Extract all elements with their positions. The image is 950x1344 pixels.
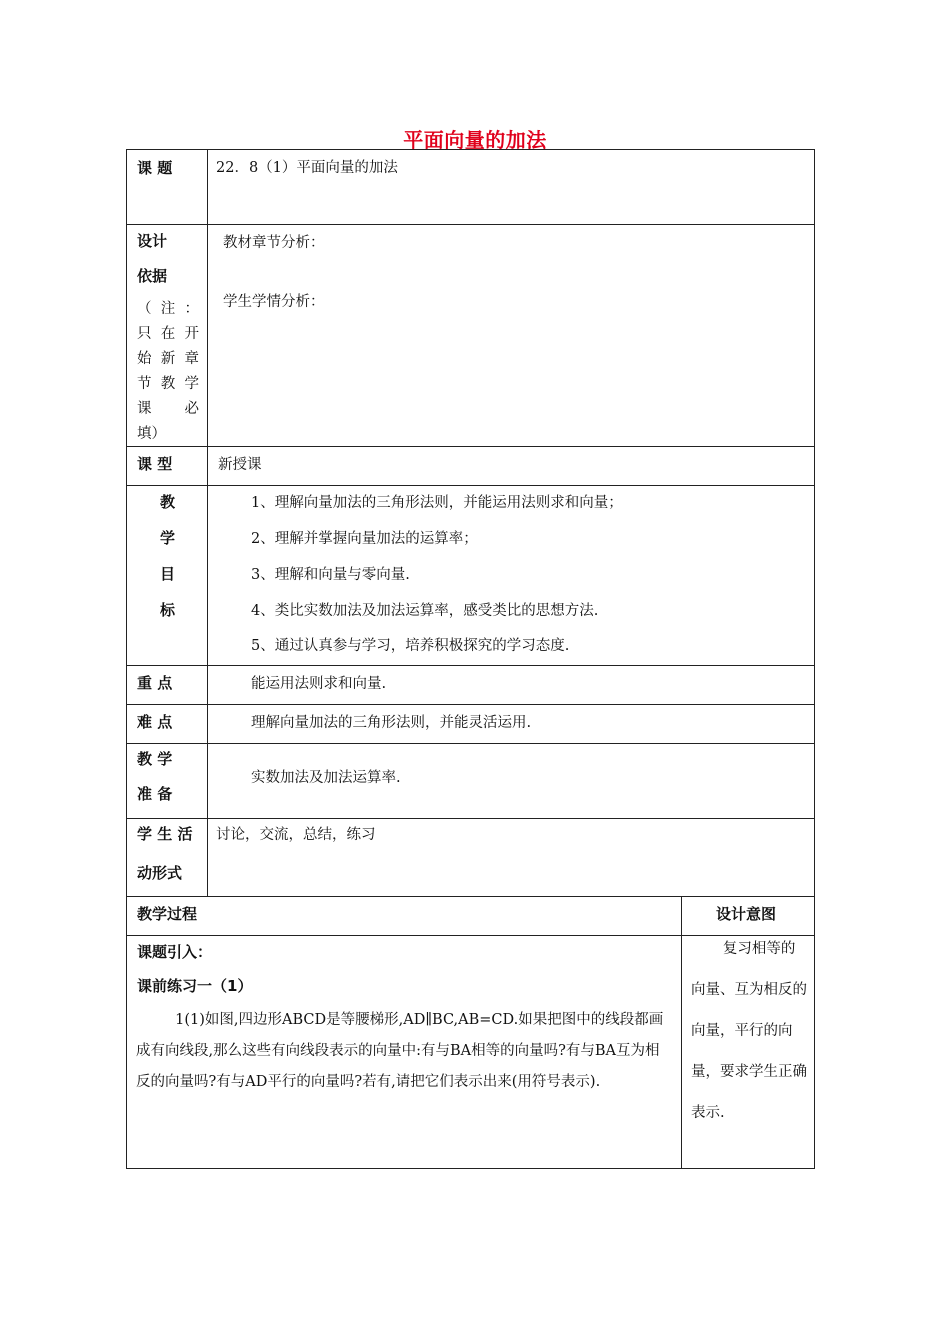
key-point-value-cell [208,666,814,704]
objectives-label-char: 目 [159,565,175,583]
activity-label-cell [127,819,208,896]
difficulty-label: 难 点 [137,713,173,731]
topic-row [126,149,815,224]
key-point-label-cell [127,666,208,704]
objectives-row [126,485,815,665]
objectives-label-char: 学 [159,529,175,547]
process-header-left: 教学过程 [137,905,198,923]
design-intent-cell [682,936,814,1168]
preparation-label-2: 准 备 [137,785,173,803]
difficulty-value: 理解向量加法的三角形法则，并能灵活运用. [251,715,532,731]
process-header-right: 设计意图 [716,905,777,923]
activity-value: 讨论，交流，总结，练习 [216,827,376,843]
lesson-type-label: 课 型 [137,455,173,473]
design-basis-label-1: 设计 [137,232,168,250]
difficulty-row [126,704,815,743]
lesson-type-label-cell [127,447,208,485]
exercise-label: 课前练习一（1） [137,977,253,995]
note-line: 只在开 [137,326,199,342]
design-basis-row [126,224,815,446]
preparation-label-cell [127,744,208,818]
process-content-cell [127,936,682,1168]
note-line: 节教学 [137,376,199,392]
exercise-text: 1(1)如图,四边形ABCD是等腰梯形,AD∥BC,AB=CD.如果把图中的线段都画成有向线段,那么这些有向线段表示的向量中:有与BA相等的向量吗?有与BA互为相反的向量吗?有与AD平行的向量吗?若有,请把它们表示出来(用符号表示). [136,1012,664,1090]
key-point-value: 能运用法则求和向量. [251,676,387,692]
textbook-analysis: 教材章节分析： [223,235,325,251]
objectives-label-char: 教 [159,493,175,511]
note-line: （注： [137,301,199,317]
key-point-label: 重 点 [137,674,173,692]
objectives-label-char: 标 [159,601,175,619]
lesson-type-value: 新授课 [218,457,262,473]
difficulty-value-cell [208,705,814,743]
preparation-value-cell [208,744,814,818]
difficulty-label-cell [127,705,208,743]
page-title: 平面向量的加法 [403,128,547,152]
objectives-label-cell [127,486,208,665]
topic-value-cell [208,150,814,224]
note-line: 始新章 [137,351,199,367]
objectives-list [208,486,814,665]
note-line: 课 必 [137,401,199,417]
process-content-row [126,935,815,1169]
activity-label-2: 动形式 [137,864,183,882]
topic-label-cell [127,150,208,224]
activity-value-cell [208,819,814,896]
topic-value: 22．8（1）平面向量的加法 [216,160,398,176]
preparation-row [126,743,815,818]
process-header-left-cell [127,897,682,935]
topic-label: 课 题 [137,159,173,177]
student-analysis: 学生学情分析： [223,294,325,310]
objective-item: 2、理解并掌握向量加法的运算率； [251,531,478,547]
lesson-type-row [126,446,815,485]
design-basis-note [137,297,199,447]
objective-item: 1、理解向量加法的三角形法则，并能运用法则求和向量； [251,495,623,511]
objective-item: 4、类比实数加法及加法运算率，感受类比的思想方法. [251,603,599,619]
lesson-type-value-cell [208,447,814,485]
activity-row [126,818,815,896]
design-basis-content-cell [208,225,814,446]
objective-item: 3、理解和向量与零向量. [251,567,410,583]
preparation-label-1: 教 学 [137,750,173,768]
preparation-value: 实数加法及加法运算率. [251,770,401,786]
key-point-row [126,665,815,704]
design-basis-label-2: 依据 [137,267,168,285]
intro-label: 课题引入： [137,943,213,961]
activity-label-1: 学 生 活 [137,825,193,843]
design-intent: 复习相等的向量、互为相反的向量，平行的向量，要求学生正确表示. [691,941,807,1121]
note-line: 填） [137,426,166,442]
objective-item: 5、通过认真参与学习，培养积极探究的学习态度. [251,638,570,654]
design-basis-label-cell [127,225,208,446]
